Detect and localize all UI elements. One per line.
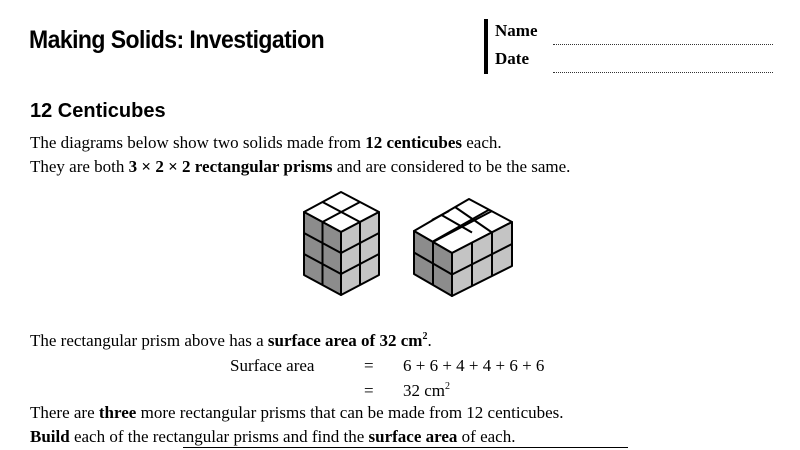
surface-area-expression: 6 + 6 + 4 + 4 + 6 + 6 (403, 356, 545, 375)
name-label: Name (495, 21, 538, 40)
emphasis: surface area of 32 cm (267, 331, 423, 350)
emphasis: 12 centicubes (365, 133, 463, 152)
task-line-2 (30, 427, 515, 447)
superscript: 2 (445, 381, 451, 392)
text: and are considered to be the same. (332, 157, 571, 176)
emphasis: surface area (368, 427, 458, 446)
text: . (427, 331, 432, 350)
equals-sign: = (364, 381, 374, 400)
equals-sign: = (364, 356, 374, 375)
emphasis: three (98, 403, 137, 422)
prism-flat (414, 199, 512, 296)
date-label: Date (495, 49, 529, 68)
section-heading: 12 Centicubes (30, 100, 166, 122)
text: 32 cm (403, 381, 446, 400)
emphasis: 3 × 2 × 2 rectangular prisms (128, 157, 333, 176)
text: The rectangular prism above has a (30, 331, 268, 350)
worksheet-title: Making Solids: Investigation (29, 26, 325, 54)
text: There are (30, 403, 99, 422)
surface-area-statement (30, 331, 432, 351)
text: of each. (457, 427, 516, 446)
superscript: 2 (422, 331, 428, 342)
text: more rectangular prisms that can be made from 12 centicubes. (136, 403, 564, 422)
surface-area-result (403, 381, 450, 401)
answer-line (183, 447, 628, 448)
text: They are both (30, 157, 129, 176)
surface-area-label: Surface area (230, 356, 315, 375)
prism-upright (304, 192, 379, 295)
emphasis: Build (30, 427, 70, 446)
task-line-1 (30, 403, 564, 423)
text: each of the rectangular prisms and find the (69, 427, 369, 446)
text: each. (462, 133, 502, 152)
text: The diagrams below show two solids made from (30, 133, 366, 152)
